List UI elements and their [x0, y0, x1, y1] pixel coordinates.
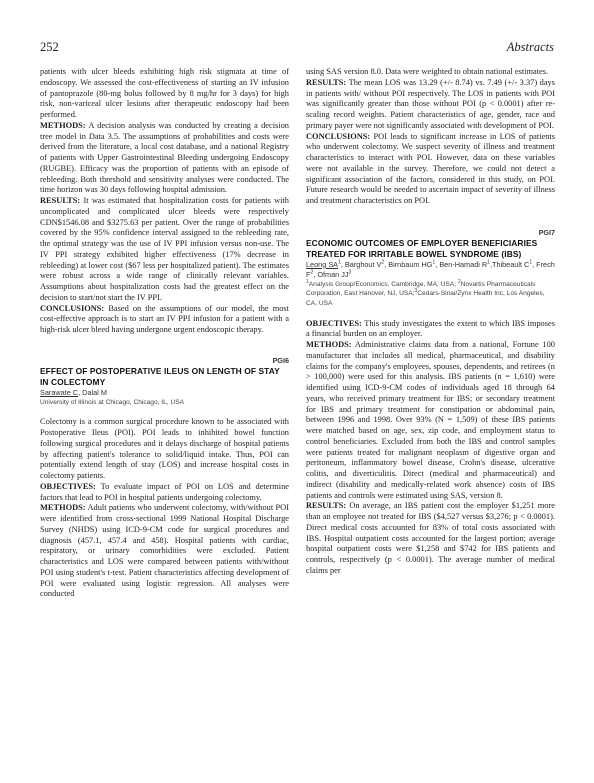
section-label: OBJECTIVES: [40, 481, 96, 491]
affiliation-mark: 3 [414, 288, 418, 295]
prev-abstract-results [40, 196, 289, 304]
left-column [40, 67, 289, 600]
abstract-affiliation-pgi6: University of Illinois at Chicago, Chicago, IL, USA [40, 398, 185, 406]
prev-abstract-methods [40, 121, 289, 196]
section-text: To evaluate impact of POI on LOS and determine factors that lead to POI in hospital patients undergoing colectomy. [40, 481, 289, 502]
author-affiliation-mark: 1 [529, 259, 533, 266]
pgi7-methods [306, 340, 555, 501]
abstract-authors-pgi7 [306, 260, 555, 280]
pgi6-methods [40, 503, 289, 600]
section-label: METHODS: [40, 503, 86, 513]
prev-abstract-conclusions [40, 304, 289, 336]
prev-abstract-continuation: patients with ulcer bleeds exhibiting high risk stigmata at time of endoscopy. We assessed the cost-effectiveness of starting an IV infusion of pantoprazole (80-mg bolus followed by 8 mg/hr for 3 days) for high risk, non-variceal ulcer lesions after therapeutic endoscopy had been performed. [40, 67, 289, 119]
author-affiliation-mark: 2 [310, 269, 314, 276]
section-label: METHODS: [40, 120, 86, 130]
abstract-authors-pgi6 [40, 388, 289, 398]
author-name: Leong SA [306, 259, 339, 269]
section-text: A decision analysis was conducted by creating a decision tree model in Data 3.5. The assumptions of probabilities and costs were derived from the literature, a local cost database, and a national Registry of patients with Upper Gastrointestinal Bleeding undergoing Endoscopy (RUGBE). Efficacy was the proportion of patients with an episode of rebleeding. Both threshold and sensitivity analyses were conducted. The time horizon was 30 days following hospital admission. [40, 120, 289, 195]
section-label: RESULTS: [306, 501, 347, 511]
section-label: OBJECTIVES: [306, 318, 362, 328]
author-affiliation-mark: 3 [348, 269, 352, 276]
affiliation-mark: 2 [457, 278, 461, 285]
author-separator: , [489, 259, 492, 269]
author-affiliation-mark: 1 [338, 259, 341, 266]
pgi6-intro: Colectomy is a common surgical procedure known to be associated with Postoperative Ileus (POI). POI leads to inhibited bowel function following surgical procedures and it delays discharge of hospital patients by affecting patient's tolerance to solid/liquid intake. Thus, POI can potentially extend length of stay (LOS) and increase hospital costs in colectomy patients. [40, 417, 289, 481]
pgi6-conclusions [306, 132, 555, 207]
section-label: CONCLUSIONS: [306, 131, 371, 141]
pgi6-methods-continuation: using SAS version 8.0. Data were weighted to obtain national estimates. [306, 67, 549, 76]
affiliation-text: Analysis Group/Economics, Cambridge, MA, USA; [308, 280, 458, 288]
author-affiliation-mark: 1 [487, 259, 490, 266]
pgi7-objectives [306, 319, 555, 341]
co-authors: , Dalal M [78, 387, 107, 397]
abstract-code-pgi7: PGI7 [538, 227, 555, 237]
section-label: METHODS: [306, 340, 352, 350]
affiliation-text: Novartis Pharmaceuticals Corporation, East Hanover, NJ, USA; [306, 280, 536, 298]
section-text: Adult patients who underwent colectomy, with/without POI were identified from cross-sectional 1999 National Hospital Discharge Survey (NHDS) using ICD-9-CM code for surgical procedures and diagnosis (457.1, 457.4 and 458). Hospital patients with cardiac, respiratory, or urinary comorbidities were excluded. Patient characteristics and LOS were compared between patients with/without POI using student's t-test. Patient characteristics affecting development of POI were evaluated using logistic regression. All analyses were conducted [40, 503, 289, 599]
author-affiliation-mark: 2 [381, 259, 385, 266]
section-text: POI leads to significant increase in LOS of patients who underwent colectomy. We suspect severity of illness and treatment characteristics to interact with POI. However, data on these variables were not available in the survey. Therefore, we could not detect a significant association of the factors, considered in this study, on POI. Future research would be needed to ascertain impact of severity of illness and treatment characteristics on POI. [306, 131, 555, 205]
section-text: It was estimated that hospitalization costs for patients with uncomplicated and complicated ulcer bleeds were respectively CDN$1546.08 and $3275.63 per patient. Over the range of probabilities covered by the 95% confidence interval assigned to the rebleeding rate, the optimal strategy was the use of IV PPI infusion versus non-use. The IV PPI strategy exhibited higher effectiveness (17% decrease in rebleeding) at lower cost ($67 less per hospitalized patient). The estimates were robust across a wide range of clinically relevant variables. Assumptions about hospitalization costs had the greatest effect on the decision to start/not start the IV PPI. [40, 196, 289, 302]
abstract-title-pgi6: EFFECT OF POSTOPERATIVE ILEUS ON LENGTH OF STAY IN COLECTOMY [40, 365, 280, 387]
author-separator: , [435, 259, 440, 269]
author-name: Barghout V [344, 259, 382, 269]
section-text: The mean LOS was 13.29 (+/- 8.74) vs. 7.49 (+/- 3.37) days in patients with/ without POI respectively. The LOS in patients with POI was significantly greater than those without POI (p < 0.0001) after re-scaling record weights. Patient characteristics of age, gender, race and primary payer were not significantly associated with development of POI. [306, 77, 555, 130]
section-text: This study investigates the extent to which IBS imposes a financial burden on an employer. [306, 318, 555, 339]
author-separator: , [340, 259, 345, 269]
abstract-affiliations-pgi7 [306, 280, 555, 309]
author-separator: , [313, 269, 318, 279]
author-name: Ben-Hamadi R [439, 259, 488, 269]
page-number: 252 [40, 40, 59, 54]
author-name: Ofman JJ [317, 269, 349, 279]
pgi7-results [306, 501, 555, 576]
presenting-author: Sarawate C [40, 387, 79, 397]
right-column [306, 67, 555, 577]
section-text: Administrative claims data from a national, Fortune 100 manufacturer that includes all medical, pharmaceutical, and disability claims for the company's employees, spouses, dependents, and retirees (n > 100,000) were used for this analysis. IBS patients (n = 1,610) were identified using ICD-9-CM codes of individuals aged 18 through 64 years, who received primary treatment for IBS; or secondary treatment for IBS and primary treatment for constipation or abdominal pain, between 1996 and 1998. Over 93% (N = 1,509) of these IBS patients were matched based on age, sex, zip code, and employment status to control beneficiaries. Excluded from both the IBS and control samples were patients treated for malignant neoplasm of digestive organ and peritoneum, inflammatory bowel disease, Crohn's disease, ulcerative colitis, and diverticulitis. Direct (medical and pharmaceutical) and indirect (disability and medically-related work absence) costs of IBS patients and controls were estimated using SAS, version 8. [306, 340, 555, 500]
author-separator: , [532, 259, 537, 269]
author-name: Birnbaum HG [388, 259, 433, 269]
abstract-code-pgi6: PGI6 [272, 355, 289, 365]
author-separator: , [384, 259, 389, 269]
affiliation-mark: 1 [306, 278, 309, 285]
affiliation-text: Cedars-Sinai/Zynx Health Inc, Los Angeles, CA, USA [306, 290, 545, 307]
section-label: CONCLUSIONS: [40, 303, 105, 313]
section-label: RESULTS: [306, 77, 347, 87]
pgi6-objectives [40, 482, 289, 504]
section-label: RESULTS: [40, 196, 81, 205]
author-name: Thibeault C [491, 259, 530, 269]
section-text: On average, an IBS patient cost the employer $1,251 more than an employee not treated for IBS ($4,527 versus $3,276; p < 0.0001). Direct medical costs accounted for 83% of total costs associated with IBS. Hospital outpatient costs accounted for the largest portion; average hospital outpatient costs were $1,258 and $742 for IBS patients and controls, respectively (p < 0.0001). The average number of medical claims per [306, 501, 556, 575]
pgi6-results [306, 78, 555, 132]
abstract-title-pgi7: ECONOMIC OUTCOMES OF EMPLOYER BENEFICIARIES TREATED FOR IRRITABLE BOWEL SYNDROME (IBS) [306, 237, 538, 259]
section-text: Based on the assumptions of our model, the most cost-effective approach is to start an IV PPI infusion for a patient with a high-risk ulcer bleed having undergone urgent endoscopic therapy. [40, 303, 290, 334]
running-header-title: Abstracts [506, 40, 554, 54]
author-affiliation-mark: 1 [432, 259, 436, 266]
author-name: Frech F [306, 259, 555, 279]
